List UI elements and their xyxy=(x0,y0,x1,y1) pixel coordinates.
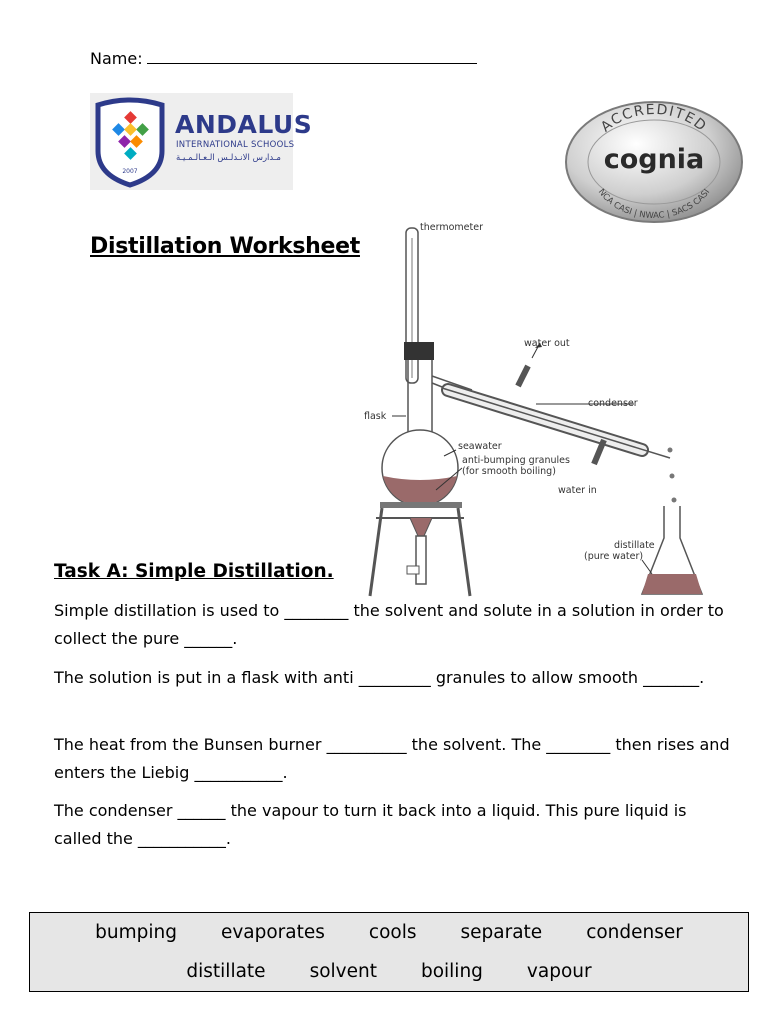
label-thermometer: thermometer xyxy=(420,222,483,233)
word-bank-row-2 xyxy=(30,961,748,982)
label-flask: flask xyxy=(364,411,387,422)
accreditation-seal xyxy=(563,98,745,226)
label-water-out: water out xyxy=(524,338,570,349)
word-bank-item: boiling xyxy=(420,961,483,982)
word-bank-item: cools xyxy=(368,922,417,943)
fill-in-paragraph-3: The heat from the Bunsen burner __________ the solvent. The ________ then rises and enters the Liebig ___________. xyxy=(54,735,730,782)
label-distillate-line2: (pure water) xyxy=(584,551,644,562)
word-bank-item: vapour xyxy=(526,961,592,982)
seal-bottom-text: NCA CASI | NWAC | SACS CASI xyxy=(595,187,713,222)
label-granules-line1: anti-bumping granules xyxy=(462,455,570,466)
word-bank-item: evaporates xyxy=(220,922,325,943)
fill-in-paragraph-4: The condenser ______ the vapour to turn it back into a liquid. This pure liquid is called the ___________. xyxy=(54,801,687,848)
seal-top-text: ACCREDITED xyxy=(598,101,710,136)
logo-year: 2007 xyxy=(122,168,138,175)
bunsen-burner-icon xyxy=(416,536,426,584)
label-seawater: seawater xyxy=(458,441,502,452)
fill-in-paragraph-2: The solution is put in a flask with anti _________ granules to allow smooth _______. xyxy=(54,668,705,687)
word-bank-item: distillate xyxy=(186,961,266,982)
gauze-icon xyxy=(380,502,462,508)
seal-brand-text: cognia xyxy=(603,144,705,175)
stopper-icon xyxy=(404,342,434,360)
distillation-diagram xyxy=(352,218,722,598)
fill-in-paragraph-1: Simple distillation is used to ________ the solvent and solute in a solution in order to collect the pure ______. xyxy=(54,601,724,648)
word-bank-item: separate xyxy=(460,922,543,943)
page-title: Distillation Worksheet xyxy=(90,234,360,259)
name-blank-line[interactable] xyxy=(147,49,477,64)
word-bank-item: solvent xyxy=(309,961,377,982)
label-granules-line2: (for smooth boiling) xyxy=(462,466,556,477)
distillate-liquid xyxy=(642,574,702,594)
word-bank-item: bumping xyxy=(95,922,177,943)
name-field[interactable] xyxy=(90,49,477,68)
label-distillate-line1: distillate xyxy=(614,540,655,551)
word-bank-row-1 xyxy=(30,922,748,943)
label-condenser: condenser xyxy=(588,398,638,409)
task-a-title: Task A: Simple Distillation. xyxy=(54,561,334,582)
logo-arabic-text: مـدارس الانـدلـس الـعـالـمـيـة xyxy=(176,153,281,163)
logo-brand-text: ANDALUS xyxy=(175,110,313,139)
word-bank-item: condenser xyxy=(586,922,683,943)
logo-subtitle: INTERNATIONAL SCHOOLS xyxy=(176,140,295,150)
name-label: Name: xyxy=(90,49,143,68)
seawater-liquid xyxy=(383,476,457,505)
label-water-in: water in xyxy=(558,485,597,496)
shield-icon xyxy=(90,93,170,190)
word-bank xyxy=(29,912,749,992)
